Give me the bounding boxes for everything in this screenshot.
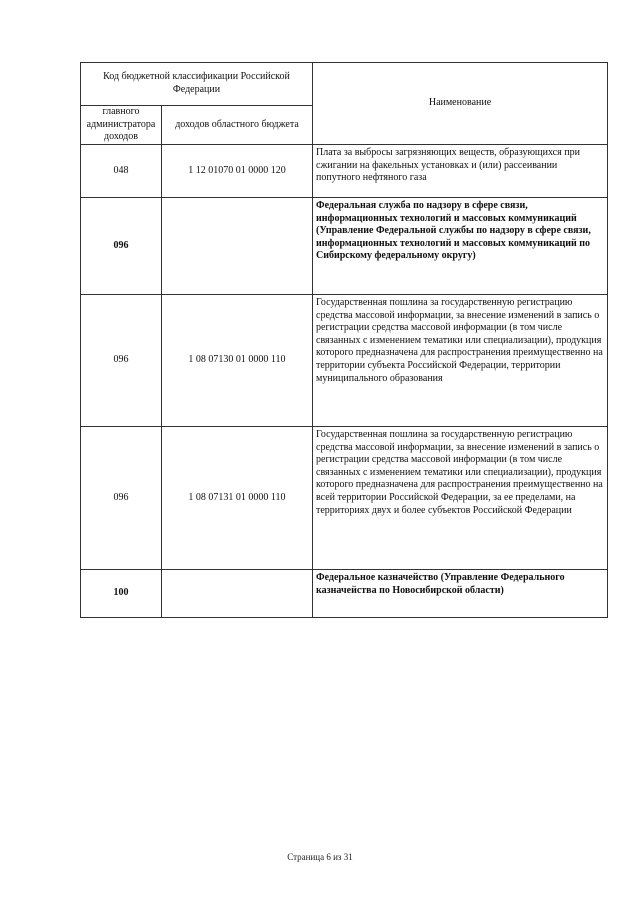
header-regional-income: доходов областного бюджета: [162, 106, 313, 145]
income-code-cell: 1 12 01070 01 0000 120: [162, 145, 313, 198]
admin-code-cell: 100: [81, 570, 162, 618]
name-cell: Плата за выбросы загрязняющих веществ, образующихся при сжигании на факельных установках и (или) рассеивании попутного нефтяного газа: [313, 145, 608, 198]
header-chief-administrator: главного администратора доходов: [81, 106, 162, 145]
income-code-cell: [162, 570, 313, 618]
admin-code-cell: 096: [81, 295, 162, 427]
name-cell: Государственная пошлина за государственную регистрацию средства массовой информации, за внесение изменений в запись о регистрации средства массовой информации (в том числе связанных с изменением тематики или специализации), продукция которого предназначена для распространения преимущественно на территории субъекта Российской Федерации, территории муниципального образования: [313, 295, 608, 427]
table-row: [81, 427, 608, 570]
income-code-cell: [162, 198, 313, 295]
page-number: Страница 6 из 31: [287, 852, 353, 862]
admin-code-cell: 048: [81, 145, 162, 198]
income-code-cell: 1 08 07131 01 0000 110: [162, 427, 313, 570]
admin-code-cell: 096: [81, 198, 162, 295]
table-row: [81, 145, 608, 198]
name-cell: Федеральная служба по надзору в сфере связи, информационных технологий и массовых коммуникаций (Управление Федеральной службы по надзору в сфере связи, информационных технологий и массовых коммуникаций по Сибирскому федеральному округу): [313, 198, 608, 295]
table-row: [81, 198, 608, 295]
table-row: [81, 570, 608, 618]
header-budget-code-group: Код бюджетной классификации Российской Федерации: [81, 63, 313, 106]
name-cell: Государственная пошлина за государственную регистрацию средства массовой информации, за внесение изменений в запись о регистрации средства массовой информации (в том числе связанных с изменением тематики или специализации), продукция которого предназначена для распространения преимущественно на всей территории Российской Федерации, за ее пределами, на территориях двух и более субъектов Российской Федерации: [313, 427, 608, 570]
name-cell: Федеральное казначейство (Управление Федерального казначейства по Новосибирской области): [313, 570, 608, 618]
table-row: [81, 295, 608, 427]
income-code-cell: 1 08 07130 01 0000 110: [162, 295, 313, 427]
admin-code-cell: 096: [81, 427, 162, 570]
budget-classification-table: [80, 62, 608, 618]
header-name: Наименование: [313, 63, 608, 145]
